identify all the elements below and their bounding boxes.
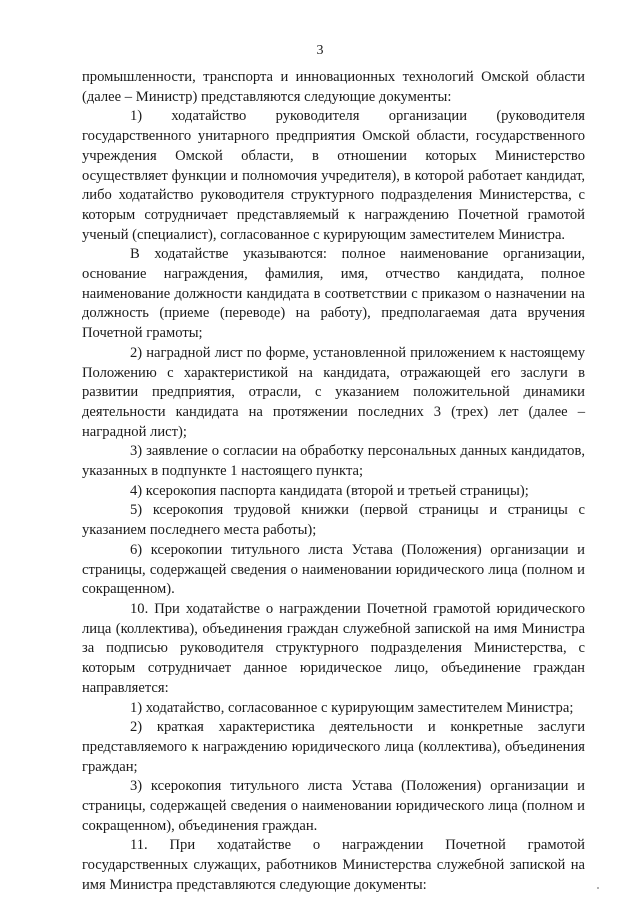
paragraph-section-10-item-1: 1) ходатайство, согласованное с курирующим заместителем Министра; — [130, 699, 574, 716]
paragraph-item-2-award-sheet: 2) наградной лист по форме, установленной приложением к настоящему Положению с характеристикой на кандидата, отражающей его заслуги в развитии предприятия, отрасли, с указанием положительной динамики деятельности кандидата на протяжении последних 3 (трех) лет (далее – наградной лист); — [82, 344, 585, 440]
page-number: 3 — [316, 43, 324, 58]
document-body — [82, 68, 585, 896]
paragraph-continuation: промышленности, транспорта и инновационных технологий Омской области (далее – Министр) представляются следующие документы: — [82, 69, 585, 105]
paragraph-item-6-charter: 6) ксерокопии титульного листа Устава (Положения) организации и страницы, содержащей сведения о наименовании юридического лица (полном и сокращенном). — [82, 541, 585, 598]
paragraph-section-10-item-3: 3) ксерокопия титульного листа Устава (Положения) организации и страницы, содержащей сведения о наименовании юридического лица (полном и сокращенном), объединения граждан. — [82, 778, 585, 834]
paragraph-section-11: 11. При ходатайстве о награждении Почетной грамотой государственных служащих, работников Министерства служебной запиской на имя Министра представляются следующие документы: — [82, 837, 585, 893]
scan-artifact-dot — [597, 887, 599, 889]
paragraph-item-3-consent: 3) заявление о согласии на обработку персональных данных кандидатов, указанных в подпункте 1 настоящего пункта; — [82, 443, 585, 480]
paragraph-item-4-passport: 4) ксерокопия паспорта кандидата (второй и третьей страницы); — [130, 482, 529, 499]
paragraph-item-5-employment-book: 5) ксерокопия трудовой книжки (первой страницы и страницы с указанием последнего места работы); — [82, 502, 585, 539]
paragraph-item-1-petition: 1) ходатайство руководителя организации (руководителя государственного унитарного предприятия Омской области, государственного учреждения Омской области, в отношении которых Министерство осуществляет функции и полномочия учредителя), в которой работает кандидат, либо ходатайство руководителя структурного подразделения Министерства, с которым сотрудничает представляемый к награждению Почетной грамотой ученый (специалист), согласованное с курирующим заместителем Министра. — [82, 108, 585, 243]
paragraph-section-10: 10. При ходатайстве о награждении Почетной грамотой юридического лица (коллектива), объединения граждан служебной запиской на имя Министра за подписью руководителя структурного подразделения Министерства, с которым сотрудничает данное юридическое лицо, объединение граждан направляется: — [82, 600, 585, 696]
paragraph-section-10-item-2: 2) краткая характеристика деятельности и конкретные заслуги представляемого к награждению юридического лица (коллектива), объединения граждан; — [82, 719, 585, 775]
paragraph-petition-contents: В ходатайстве указываются: полное наименование организации, основание награждения, фамилия, имя, отчество кандидата, полное наименование должности кандидата в соответствии с приказом о назначении на должность (приеме (переводе) на работу), предполагаемая дата вручения Почетной грамоты; — [82, 246, 585, 342]
